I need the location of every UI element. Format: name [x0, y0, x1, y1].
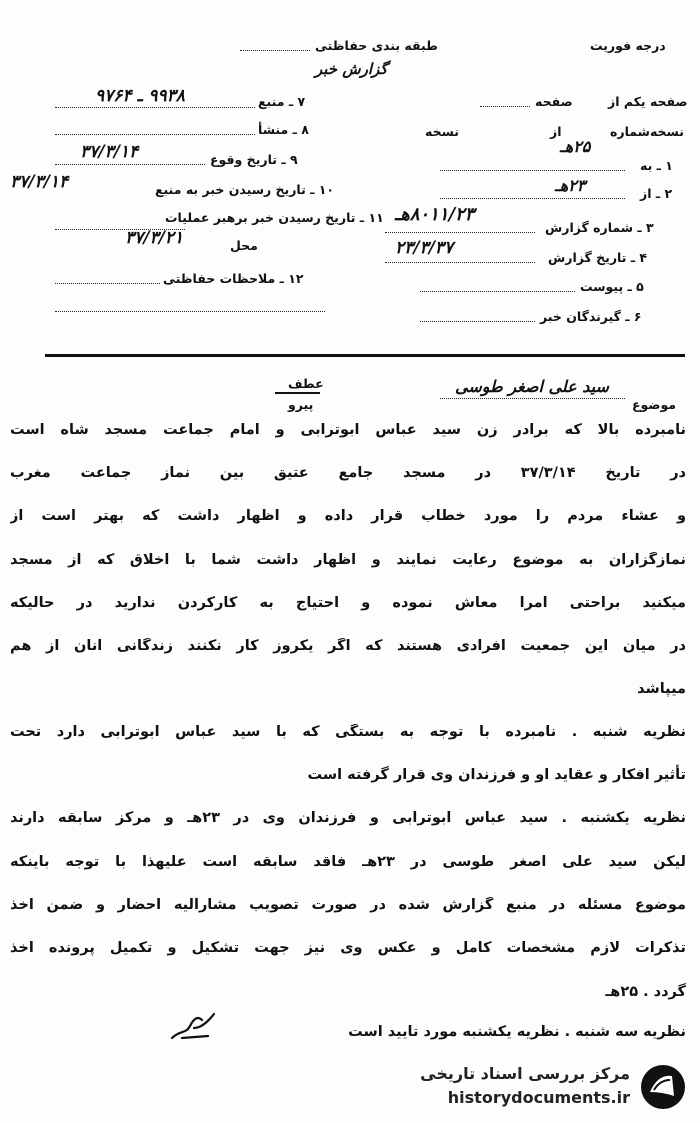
body-line: نمازگزاران به موضوع رعایت نمایند و اظهار داشت شما با اخلاق که از مسجد — [10, 552, 686, 568]
received-date-label: ۱۰ ـ تاریخ رسیدن خبر به منبع — [155, 182, 335, 197]
signature-icon — [168, 1008, 220, 1044]
page-label: صفحه یکم از — [608, 94, 688, 109]
classification-line — [240, 50, 310, 51]
body-line: تأثیر افکار و عقاید او و فرزندان وی قرار گرفته است — [307, 767, 686, 783]
report-date-label: ۴ ـ تاریخ گزارش — [548, 250, 648, 265]
report-number-label: ۳ ـ شماره گزارش — [545, 220, 654, 235]
to-label: ۱ ـ به — [640, 158, 673, 173]
to-value: ۲۵هـ — [560, 137, 591, 156]
reference-label: عطف — [288, 376, 324, 391]
leader-date-value: ۳۷/۳/۲۱ — [125, 228, 184, 248]
body-line: در میان این جمعیت افرادی هستند که اگر یکروز کار نکنند زندگانی آنان از هم — [10, 638, 686, 654]
copy-from-label: از — [550, 124, 562, 139]
report-title: گزارش خبر — [315, 60, 388, 78]
received-date-value: ۳۷/۳/۱۴ — [10, 172, 69, 192]
body-line: لیکن سید علی اصغر طوسی در ۲۳هـ فاقد سابقه است علیهذا با توجه باینکه — [10, 854, 686, 870]
attachment-label: ۵ ـ پیوست — [580, 279, 644, 294]
body-line: نظریه یکشنبه . سید عباس ابوترابی و فرزندان وی در ۲۳هـ و مرکز سابقه دارند — [10, 810, 686, 826]
from-value: ۲۳هـ — [555, 176, 586, 195]
body-line: در تاریخ ۳۷/۳/۱۴ در مسجد جامع عتیق بین نماز جماعت مغرب — [10, 465, 686, 481]
body-line: نظریه شنبه . نامبرده با توجه به بستگی که با سید عباس ابوترابی دارد تحت — [10, 724, 686, 740]
subject-value: سید علی اصغر طوسی — [455, 377, 609, 396]
body-line: و عشاء مردم را مورد خطاب قرار داده و اظهار داشت که بهتر است از — [10, 508, 686, 524]
body-line: میکنید براحتی امرا معاش نموده و احتیاج به کارکردن ندارید در حالیکه — [10, 595, 686, 611]
leader-date-label: ۱۱ ـ تاریخ رسیدن خبر برهبر عملیات — [165, 210, 384, 225]
from-label: ۲ ـ از — [640, 186, 673, 201]
report-date-value: ۲۳/۳/۳۷ — [395, 238, 454, 258]
follow-up-label: پیرو — [288, 397, 314, 412]
body-line: موضوع مسئله در منبع گزارش شده در صورت تصویب مشارالیه احضار و ضمن اخذ — [10, 897, 686, 913]
body-line: گردد . ۲۵هـ — [605, 984, 686, 1000]
source-value: ۹۹۳۸ ـ ۹۷۶۴ — [95, 86, 185, 106]
archive-name: مرکز بررسی اسناد تاریخی — [420, 1064, 630, 1083]
copy-number-label: نسخه‌شماره — [610, 124, 684, 139]
body-line: نظریه سه شنبه . نظریه یکشنبه مورد تایید است — [348, 1024, 686, 1040]
recipients-label: ۶ ـ گیرندگان خبر — [540, 309, 642, 324]
body-line: نامبرده بالا که برادر زن سید عباس ابوترابی و امام جماعت مسجد شاه است — [10, 422, 686, 438]
occurrence-date-value: ۳۷/۳/۱۴ — [80, 142, 139, 162]
origin-label: ۸ ـ منشأ — [258, 122, 309, 137]
location-label: محل — [230, 238, 258, 253]
archive-logo-icon — [638, 1062, 688, 1112]
report-number-value: ۸۰۱۱/۲۳هـ — [395, 204, 475, 225]
security-notes-label: ۱۲ ـ ملاحظات حفاظتی — [163, 271, 304, 286]
urgency-label: درجه فوریت — [590, 38, 666, 53]
archive-url: historydocuments.ir — [447, 1088, 630, 1107]
page-from-label: صفحه — [535, 94, 573, 109]
archive-watermark — [392, 1058, 692, 1118]
body-line: تذکرات لازم مشخصات کامل و عکس وی نیز جهت تشکیل و تکمیل پرونده اخذ — [10, 940, 686, 956]
header-divider — [45, 354, 685, 357]
source-label: ۷ ـ منبع — [258, 94, 306, 109]
body-line: میپاشد — [637, 681, 686, 697]
classification-label: طبقه بندی حفاظتی — [315, 38, 438, 53]
subject-label: موضوع — [632, 397, 677, 412]
occurrence-date-label: ۹ ـ تاریخ وقوع — [210, 152, 298, 167]
copy-label: نسخه — [425, 124, 460, 139]
